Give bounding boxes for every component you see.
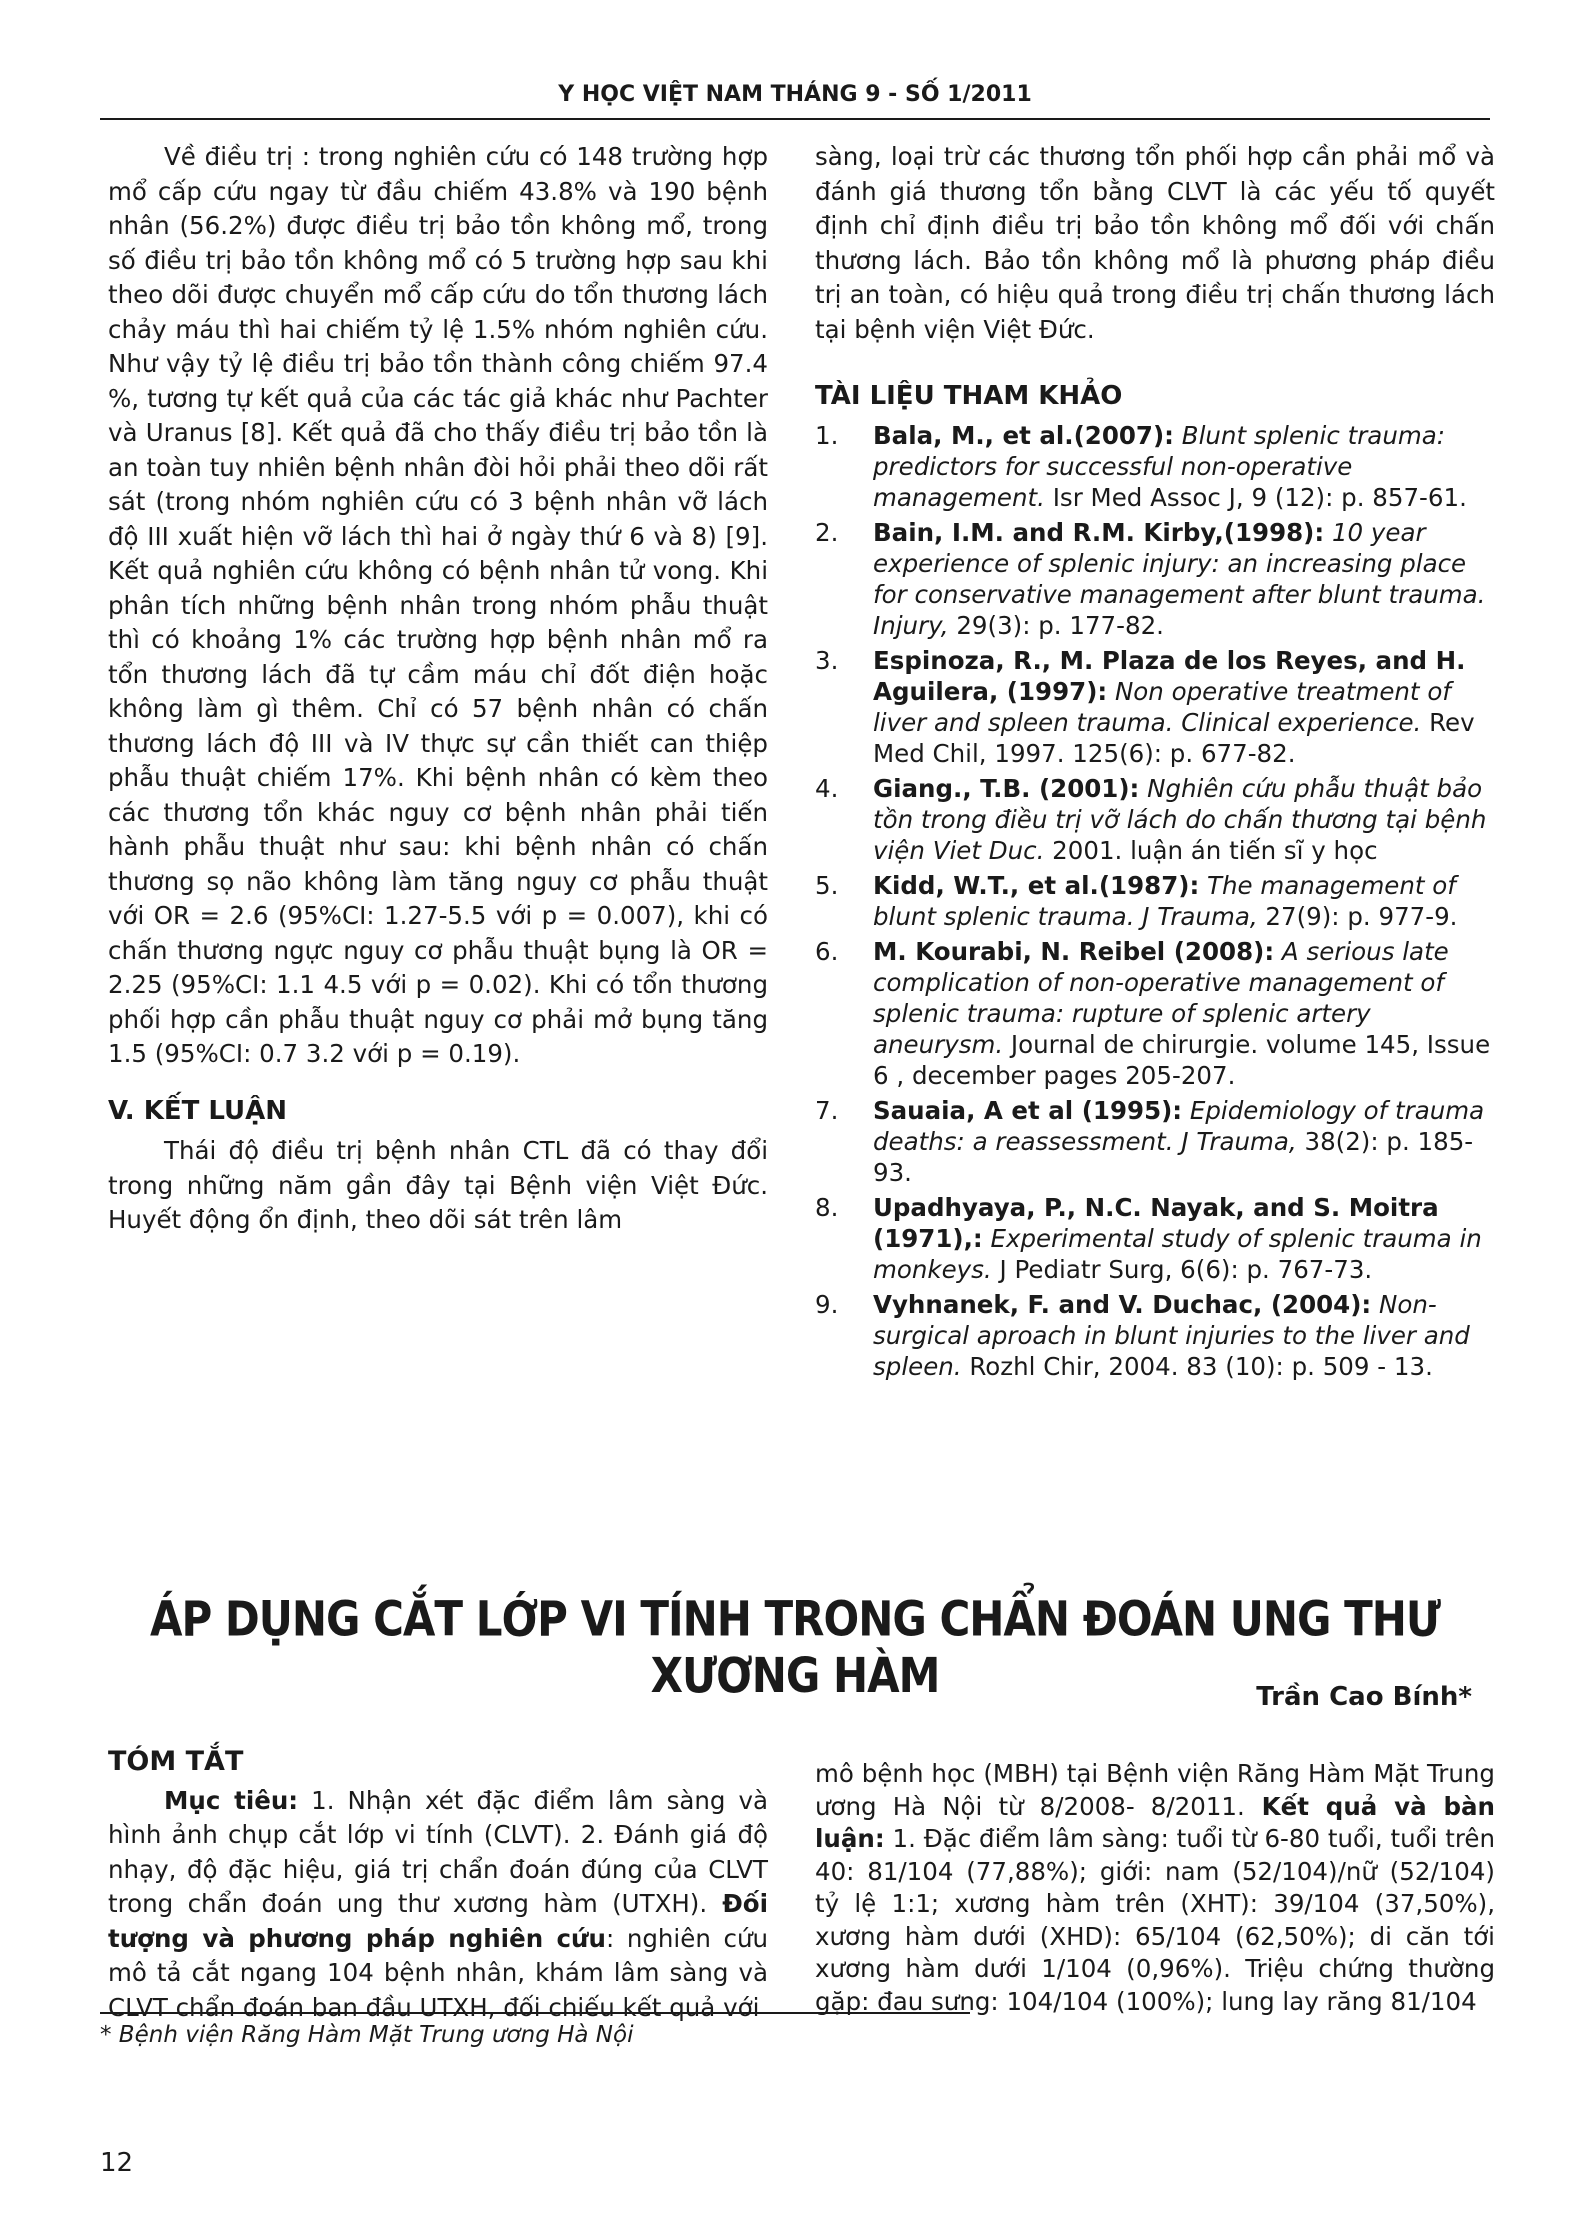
- abstract-heading: TÓM TẮT: [108, 1746, 244, 1777]
- reference-number: 2.: [815, 517, 839, 547]
- reference-authors: M. Kourabi, N. Reibel (2008):: [873, 936, 1275, 966]
- methods-text: : nghiên cứu mô tả cắt ngang 104 bệnh nhân, khám lâm sàng và CLVT chẩn đoán ban đầu UTXH, đối chiếu kết quả với: [108, 1923, 769, 2022]
- left-column-top: [108, 140, 768, 1238]
- abstract-paragraph-cont: [815, 1758, 1495, 2018]
- results-text: 1. Đặc điểm lâm sàng: tuổi từ 6-80 tuổi, tuổi trên 40: 81/104 (77,88%); giới: nam (52/104)/nữ (52/104) tỷ lệ 1:1; xương hàm trên (XHT): 39/104 (37,50%), xương hàm dưới (XHD): 65/104 (62,50%); di căn tới xương hàm dưới 1/104 (0,96%). Triệu chứng thường gặp: đau sưng: 104/104 (100%); lung lay răng 81/104: [815, 1824, 1495, 2016]
- reference-number: 4.: [815, 773, 839, 803]
- results-label: Kết quả và bàn luận:: [815, 1791, 1495, 1853]
- reference-authors: Bain, I.M. and R.M. Kirby,(1998):: [873, 517, 1325, 547]
- reference-source: Journal de chirurgie. volume 145, Issue 6 , december pages 205-207.: [873, 1029, 1491, 1090]
- reference-source: 27(9): p. 977-9.: [1257, 901, 1458, 931]
- reference-title: Blunt splenic trauma: predictors for successful non-operative management.: [873, 420, 1445, 512]
- reference-number: 1.: [815, 420, 839, 450]
- abstract-left-column: [108, 1745, 768, 2025]
- reference-authors: Giang., T.B. (2001):: [873, 773, 1140, 803]
- abstract-right-column: [815, 1758, 1495, 2018]
- reference-title: Epidemiology of trauma deaths: a reassessment. J Trauma,: [873, 1095, 1485, 1156]
- reference-title: A serious late complication of non-operative management of splenic trauma: rupture of splenic artery aneurysm.: [873, 936, 1449, 1059]
- references-heading: TÀI LIỆU THAM KHẢO: [815, 381, 1123, 411]
- abstract-paragraph: [108, 1784, 768, 2026]
- reference-authors: Vyhnanek, F. and V. Duchac, (2004):: [873, 1289, 1372, 1319]
- affiliation-footnote: * Bệnh viện Răng Hàm Mặt Trung ương Hà Nội: [100, 2022, 634, 2048]
- reference-title: Experimental study of splenic trauma in monkeys.: [873, 1223, 1482, 1284]
- abstract-cont-text: mô bệnh học (MBH) tại Bệnh viện Răng Hàm Mặt Trung ương Hà Nội từ 8/2008- 8/2011.: [815, 1759, 1495, 1821]
- reference-number: 3.: [815, 645, 839, 675]
- reference-item: [815, 1289, 1495, 1382]
- reference-source: Rozhl Chir, 2004. 83 (10): p. 509 - 13.: [961, 1351, 1433, 1381]
- reference-number: 6.: [815, 936, 839, 966]
- reference-authors: Upadhyaya, P., N.C. Nayak, and S. Moitra (1971),:: [873, 1192, 1439, 1253]
- objective-label: Mục tiêu:: [164, 1785, 299, 1815]
- reference-title: Nghiên cứu phẫu thuật bảo tồn trong điều trị vỡ lách do chấn thương tại bệnh viện Viet Duc.: [873, 773, 1487, 865]
- reference-source: Rev Med Chil, 1997. 125(6): p. 677-82.: [873, 707, 1475, 768]
- reference-authors: Kidd, W.T., et al.(1987):: [873, 870, 1200, 900]
- reference-authors: Bala, M., et al.(2007):: [873, 420, 1174, 450]
- article-author: Trần Cao Bính*: [1256, 1682, 1472, 1712]
- objective-text: 1. Nhận xét đặc điểm lâm sàng và hình ảnh chụp cắt lớp vi tính (CLVT). 2. Đánh giá độ nhạy, độ đặc hiệu, giá trị chẩn đoán đúng của CLVT trong chẩn đoán ung thư xương hàm (UTXH).: [108, 1785, 768, 1918]
- conclusion-heading: V. KẾT LUẬN: [108, 1095, 288, 1126]
- reference-number: 9.: [815, 1289, 839, 1319]
- reference-item: [815, 773, 1495, 866]
- reference-authors: Sauaia, A et al (1995):: [873, 1095, 1183, 1125]
- reference-source: 29(3): p. 177-82.: [948, 610, 1164, 640]
- reference-item: [815, 870, 1495, 932]
- page-number: 12: [100, 2148, 134, 2178]
- reference-title: Non-surgical aproach in blunt injuries to the liver and spleen.: [873, 1289, 1470, 1381]
- reference-title: The management of blunt splenic trauma. J Trauma,: [873, 870, 1456, 931]
- reference-number: 5.: [815, 870, 839, 900]
- reference-item: [815, 1192, 1495, 1285]
- reference-title: Non operative treatment of liver and spleen trauma. Clinical experience.: [873, 676, 1451, 737]
- journal-header: Y HỌC VIỆT NAM THÁNG 9 - SỐ 1/2011: [558, 82, 1032, 107]
- header-rule: [100, 118, 1490, 120]
- footnote-rule: [100, 2012, 970, 2014]
- treatment-paragraph: Về điều trị : trong nghiên cứu có 148 trường hợp mổ cấp cứu ngay từ đầu chiếm 43.8% và 190 bệnh nhân (56.2%) được điều trị bảo tồn không mổ, trong số điều trị bảo tồn không mổ có 5 trường hợp sau khi theo dõi được chuyển mổ cấp cứu do tổn thương lách chảy máu thì hai chiếm tỷ lệ 1.5% nhóm nghiên cứu. Như vậy tỷ lệ điều trị bảo tồn thành công chiếm 97.4 %, tương tự kết quả của các tác giả khác như Pachter và Uranus [8]. Kết quả đã cho thấy điều trị bảo tồn là an toàn tuy nhiên bệnh nhân đòi hỏi phải theo dõi rất sát (trong nhóm nghiên cứu có 3 bệnh nhân vỡ lách độ III xuất hiện vỡ lách thì hai ở ngày thứ 6 và 8) [9]. Kết quả nghiên cứu không có bệnh nhân tử vong. Khi phân tích những bệnh nhân trong nhóm phẫu thuật thì có khoảng 1% các trường hợp bệnh nhân mổ ra tổn thương lách đã tự cầm máu chỉ đốt điện hoặc không làm gì thêm. Chỉ có 57 bệnh nhân có chấn thương lách độ III và IV thực sự cần thiết can thiệp phẫu thuật chiếm 17%. Khi bệnh nhân có kèm theo các thương tổn khác nguy cơ bệnh nhân phải tiến hành phẫu thuật như sau: khi bệnh nhân có chấn thương sọ não không làm tăng nguy cơ phẫu thuật với OR = 2.6 (95%CI: 1.27-5.5 với p = 0.007), khi có chấn thương ngực nguy cơ phẫu thuật bụng là OR = 2.25 (95%CI: 1.1 4.5 với p = 0.02). Khi có tổn thương phối hợp cần phẫu thuật nguy cơ phải mở bụng tăng 1.5 (95%CI: 0.7 3.2 với p = 0.19).: [108, 142, 768, 1068]
- reference-item: [815, 420, 1495, 513]
- conclusion-paragraph-cont: sàng, loại trừ các thương tổn phối hợp cần phải mổ và đánh giá thương tổn bằng CLVT là các yếu tố quyết định chỉ định điều trị bảo tồn không mổ đối với chấn thương lách. Bảo tồn không mổ là phương pháp điều trị an toàn, có hiệu quả trong điều trị chấn thương lách tại bệnh viện Việt Đức.: [815, 142, 1495, 344]
- right-column-top: [815, 140, 1495, 1386]
- reference-item: [815, 517, 1495, 641]
- conclusion-paragraph-start: Thái độ điều trị bệnh nhân CTL đã có thay đổi trong những năm gần đây tại Bệnh viện Việt Đức. Huyết động ổn định, theo dõi sát trên lâm: [108, 1136, 768, 1234]
- reference-number: 8.: [815, 1192, 839, 1222]
- methods-label: Đối tượng và phương pháp nghiên cứu: [108, 1889, 768, 1953]
- reference-title: 10 year experience of splenic injury: an increasing place for conservative management after blunt trauma. Injury,: [873, 517, 1486, 640]
- reference-authors: Espinoza, R., M. Plaza de los Reyes, and H. Aguilera, (1997):: [873, 645, 1466, 706]
- reference-source: J Pediatr Surg, 6(6): p. 767-73.: [991, 1254, 1373, 1284]
- reference-source: 2001. luận án tiến sĩ y học: [1044, 835, 1378, 865]
- reference-number: 7.: [815, 1095, 839, 1125]
- reference-item: [815, 936, 1495, 1091]
- article-title: ÁP DỤNG CẮT LỚP VI TÍNH TRONG CHẨN ĐOÁN UNG THƯ XƯƠNG HÀM: [149, 1590, 1440, 1704]
- reference-item: [815, 645, 1495, 769]
- reference-list: [815, 420, 1495, 1382]
- reference-source: 38(2): p. 185-93.: [873, 1126, 1474, 1187]
- reference-item: [815, 1095, 1495, 1188]
- reference-source: Isr Med Assoc J, 9 (12): p. 857-61.: [1044, 482, 1467, 512]
